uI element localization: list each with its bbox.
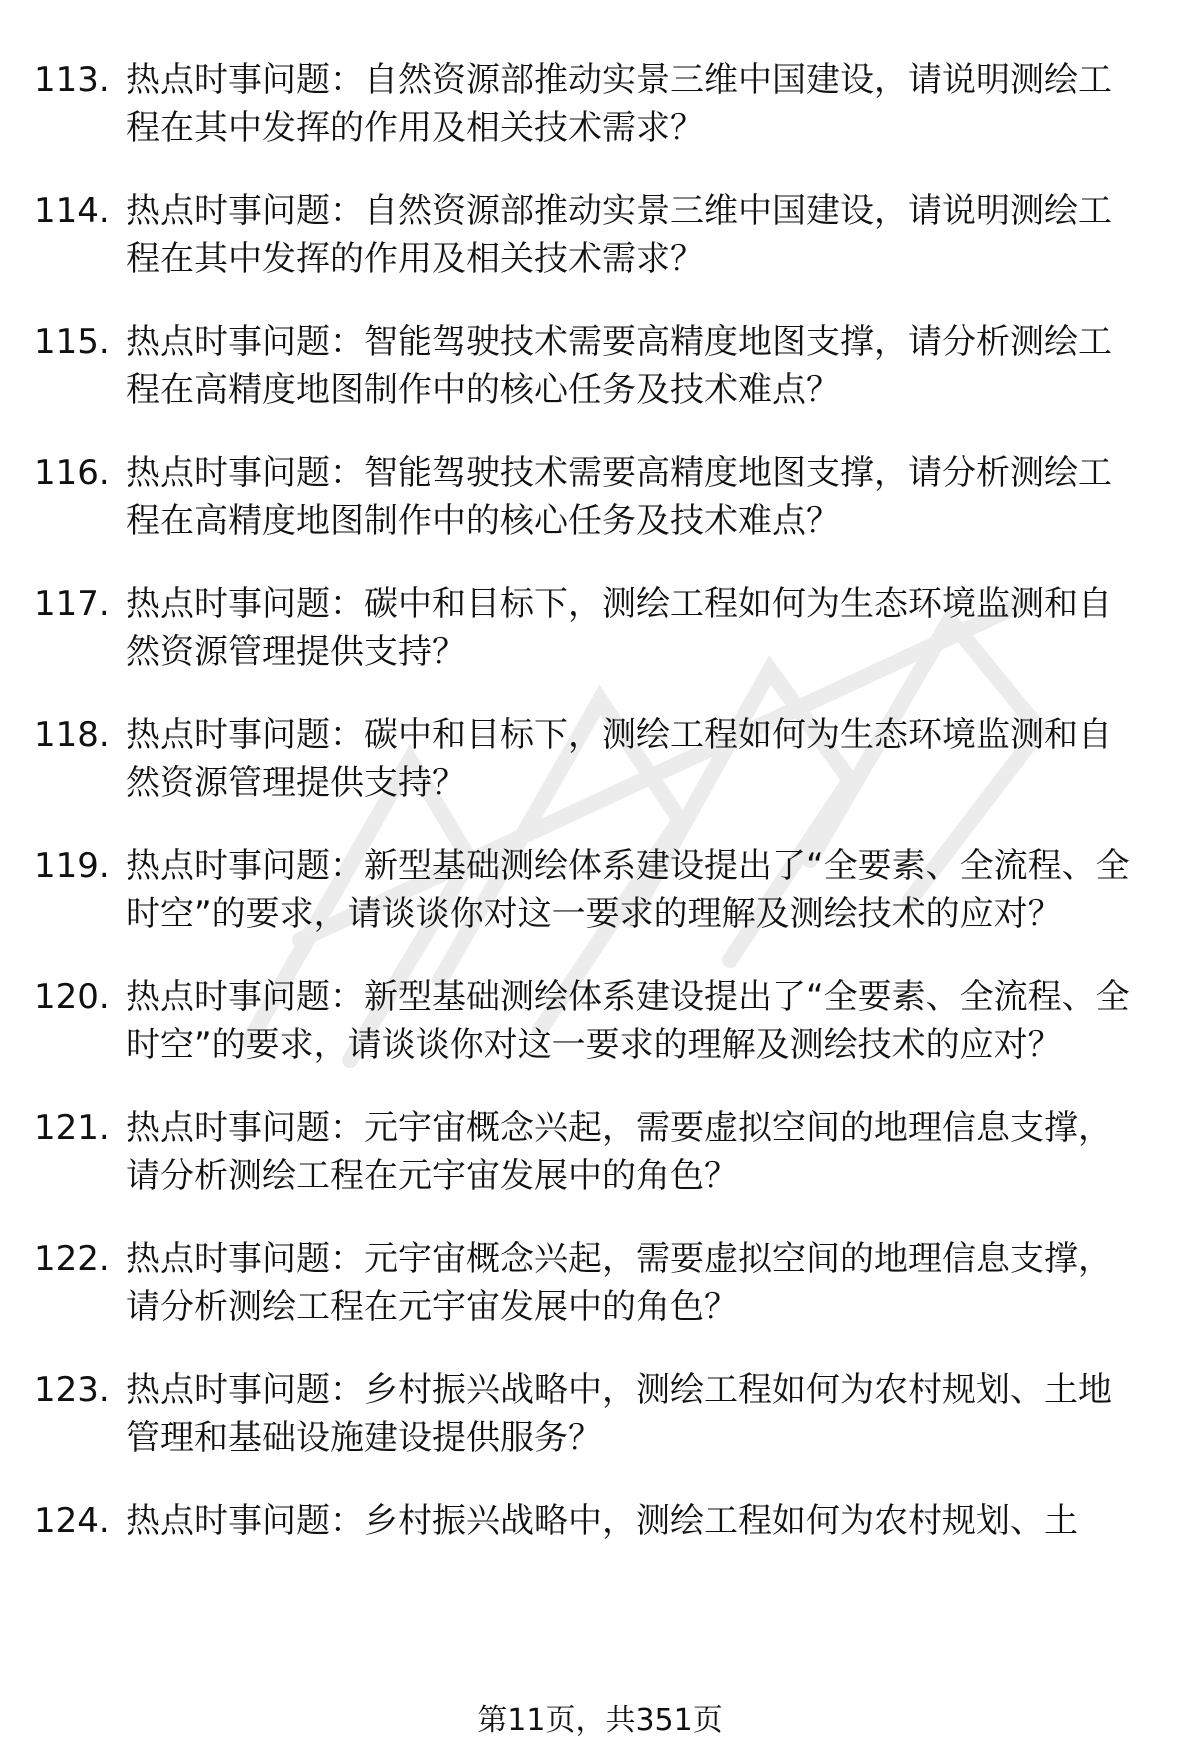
question-item	[0, 842, 1200, 938]
question-item	[0, 187, 1200, 283]
question-number: 117.	[34, 584, 110, 624]
question-text: 热点时事问题：元宇宙概念兴起，需要虚拟空间的地理信息支撑，请分析测绘工程在元宇宙发展中的角色？	[126, 1108, 1112, 1196]
question-item	[0, 1497, 1200, 1545]
question-number: 113.	[34, 60, 110, 100]
question-text: 热点时事问题：智能驾驶技术需要高精度地图支撑，请分析测绘工程在高精度地图制作中的核心任务及技术难点？	[126, 322, 1112, 410]
question-text: 热点时事问题：新型基础测绘体系建设提出了“全要素、全流程、全时空”的要求，请谈谈你对这一要求的理解及测绘技术的应对？	[126, 846, 1130, 934]
page-number-footer: 第11页，共351页	[477, 1703, 723, 1738]
question-item	[0, 56, 1200, 152]
question-text: 热点时事问题：自然资源部推动实景三维中国建设，请说明测绘工程在其中发挥的作用及相关技术需求？	[126, 60, 1112, 148]
question-text: 热点时事问题：碳中和目标下，测绘工程如何为生态环境监测和自然资源管理提供支持？	[126, 715, 1112, 803]
question-text: 热点时事问题：乡村振兴战略中，测绘工程如何为农村规划、土地管理和基础设施建设提供服务？	[126, 1370, 1112, 1458]
question-item	[0, 1104, 1200, 1200]
question-number: 120.	[34, 977, 110, 1017]
question-item	[0, 1235, 1200, 1331]
question-list	[0, 56, 1200, 1580]
question-text: 热点时事问题：元宇宙概念兴起，需要虚拟空间的地理信息支撑，请分析测绘工程在元宇宙发展中的角色？	[126, 1239, 1112, 1327]
question-number: 118.	[34, 715, 110, 755]
question-item	[0, 318, 1200, 414]
question-text: 热点时事问题：乡村振兴战略中，测绘工程如何为农村规划、土	[126, 1501, 1078, 1541]
question-item	[0, 449, 1200, 545]
question-item	[0, 711, 1200, 807]
question-number: 123.	[34, 1370, 110, 1410]
question-text: 热点时事问题：新型基础测绘体系建设提出了“全要素、全流程、全时空”的要求，请谈谈你对这一要求的理解及测绘技术的应对？	[126, 977, 1130, 1065]
question-number: 122.	[34, 1239, 110, 1279]
question-number: 116.	[34, 453, 110, 493]
question-number: 114.	[34, 191, 110, 231]
question-number: 121.	[34, 1108, 110, 1148]
question-number: 124.	[34, 1501, 110, 1541]
question-text: 热点时事问题：碳中和目标下，测绘工程如何为生态环境监测和自然资源管理提供支持？	[126, 584, 1112, 672]
question-item	[0, 1366, 1200, 1462]
question-item	[0, 580, 1200, 676]
question-number: 115.	[34, 322, 110, 362]
question-number: 119.	[34, 846, 110, 886]
question-item	[0, 973, 1200, 1069]
question-text: 热点时事问题：智能驾驶技术需要高精度地图支撑，请分析测绘工程在高精度地图制作中的核心任务及技术难点？	[126, 453, 1112, 541]
question-text: 热点时事问题：自然资源部推动实景三维中国建设，请说明测绘工程在其中发挥的作用及相关技术需求？	[126, 191, 1112, 279]
